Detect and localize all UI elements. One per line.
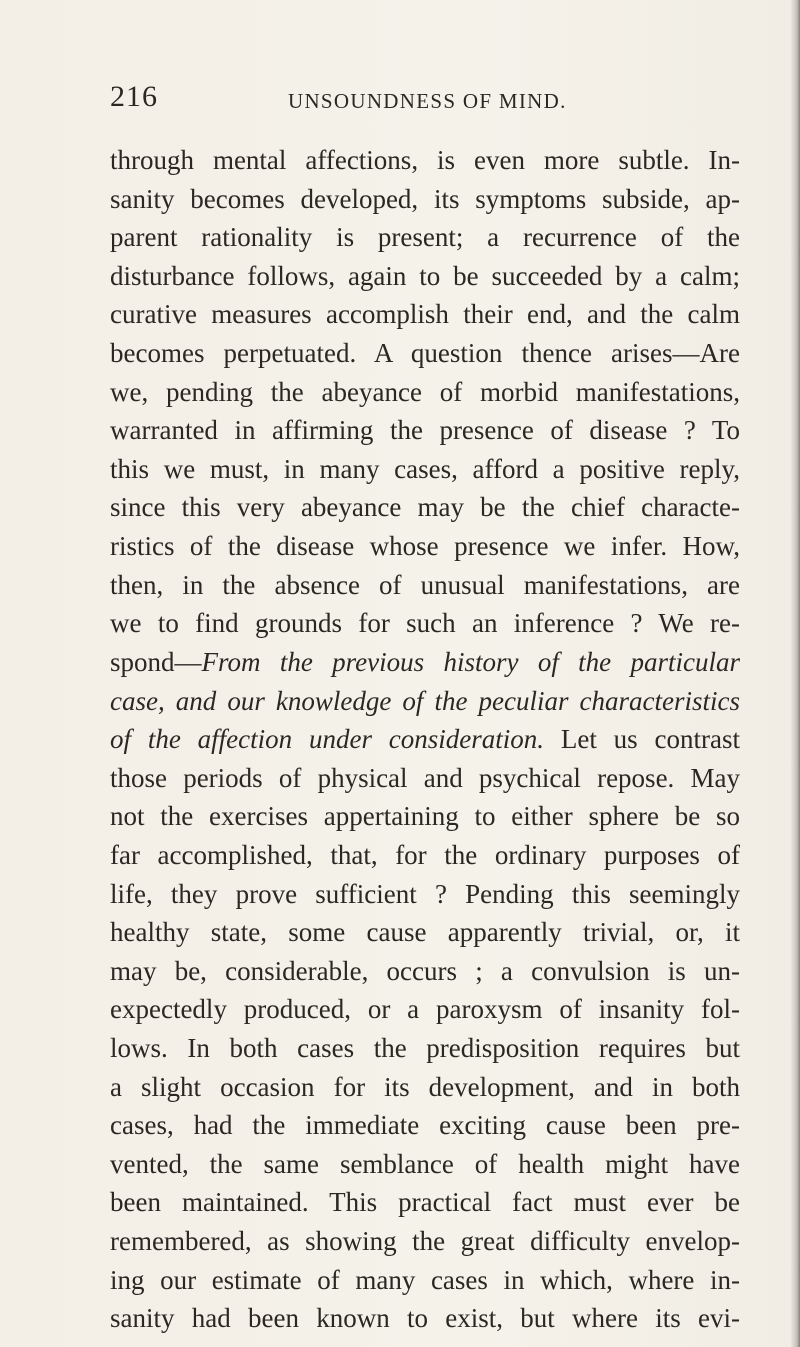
- text-line: ing our estimate of many cases in which, where in-: [110, 1264, 740, 1295]
- text-line: far accomplished, that, for the ordinary purposes of: [110, 839, 740, 870]
- text-line: [110, 720, 740, 759]
- text-line-roman: Let us contrast: [544, 724, 740, 755]
- text-line: those periods of physical and psychical repose. May: [110, 762, 740, 793]
- text-line: through mental affections, is even more subtle. In-: [110, 145, 740, 175]
- text-line: a slight occasion for its development, and in both: [110, 1071, 740, 1102]
- running-head: UNSOUNDNESS OF MIND.: [288, 89, 567, 113]
- text-line-roman: spond—: [110, 646, 202, 677]
- text-line: ristics of the disease whose presence we infer. How,: [110, 531, 740, 562]
- text-line: not the exercises appertaining to either sphere be so: [110, 801, 740, 832]
- text-line: may be, considerable, occurs ; a convulsion is un-: [110, 955, 740, 986]
- text-line: lows. In both cases the predisposition requires but: [110, 1033, 740, 1064]
- text-line: [110, 682, 740, 721]
- text-line: been maintained. This practical fact must ever be: [110, 1187, 740, 1218]
- page-header: [0, 80, 800, 120]
- body-text: [110, 141, 740, 1338]
- text-line: sanity becomes developed, its symptoms subside, ap-: [110, 183, 740, 214]
- text-line: cases, had the immediate exciting cause been pre-: [110, 1110, 740, 1141]
- text-line: sanity had been known to exist, but where its evi-: [110, 1303, 740, 1334]
- text-line: then, in the absence of unusual manifestations, are: [110, 569, 740, 600]
- text-line: expectedly produced, or a paroxysm of insanity fol-: [110, 994, 740, 1025]
- italic-phrase: case, and our knowledge of the peculiar characteristics: [110, 685, 740, 716]
- italic-phrase: of the affection under consideration.: [110, 724, 545, 755]
- text-line: parent rationality is present; a recurrence of the: [110, 222, 740, 253]
- text-line: since this very abeyance may be the chief characte-: [110, 492, 740, 523]
- text-line: vented, the same semblance of health might have: [110, 1148, 740, 1179]
- text-line: this we must, in many cases, afford a positive reply,: [110, 453, 740, 484]
- text-line: we, pending the abeyance of morbid manifestations,: [110, 376, 740, 407]
- text-line: we to find grounds for such an inference ? We re-: [110, 608, 740, 639]
- page-edge-shadow: [790, 0, 800, 1347]
- text-line: life, they prove sufficient ? Pending this seemingly: [110, 878, 740, 909]
- text-line: remembered, as showing the great difficulty envelop-: [110, 1226, 740, 1257]
- text-line: [110, 643, 740, 682]
- text-line: warranted in affirming the presence of disease ? To: [110, 415, 740, 446]
- text-line: disturbance follows, again to be succeeded by a calm;: [110, 260, 740, 291]
- page-number: 216: [110, 80, 158, 113]
- italic-phrase: From the previous history of the particular: [201, 646, 740, 677]
- text-line: curative measures accomplish their end, and the calm: [110, 299, 740, 330]
- text-line: healthy state, some cause apparently trivial, or, it: [110, 917, 740, 948]
- text-line: becomes perpetuated. A question thence arises—Are: [110, 338, 740, 369]
